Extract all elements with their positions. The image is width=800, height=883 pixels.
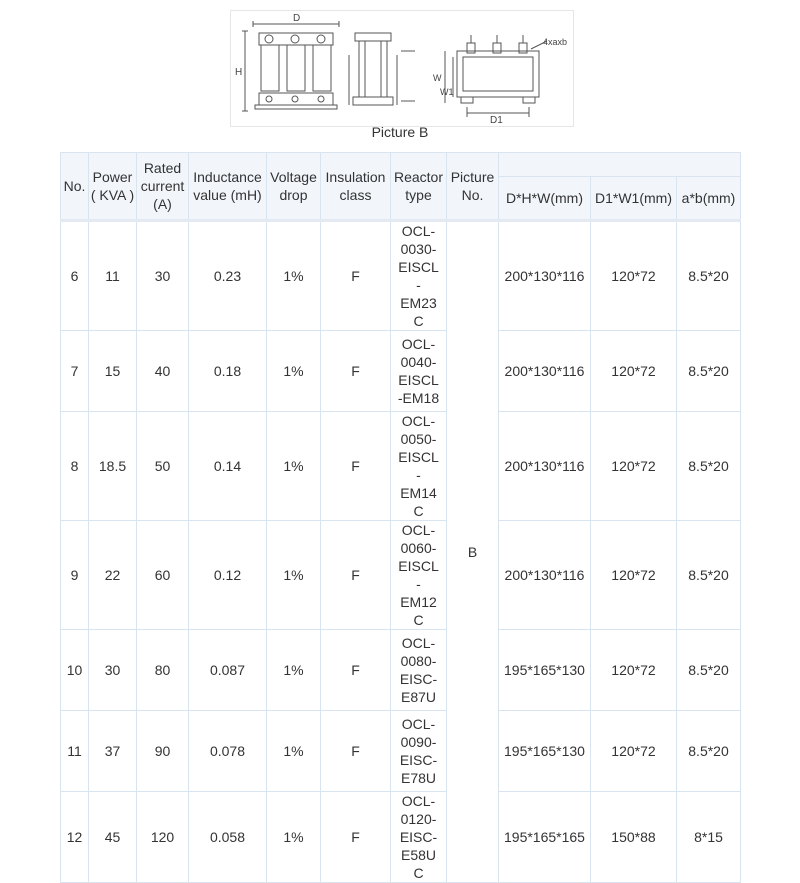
header-picture [447,153,499,221]
reactor-drawing [230,10,574,127]
header-no: No. [61,153,89,221]
cell-dhw: 195*165*130 [499,630,591,711]
cell-insulation: F [321,331,391,412]
cell-dhw: 195*165*165 [499,792,591,883]
cell-d1w1: 120*72 [591,630,677,711]
header-inductance [189,153,267,221]
reactor-type-text: OCL-0030-EISCL-EM23C [398,223,439,329]
cell-ab: 8.5*20 [677,221,741,331]
header-d1w1: D1*W1(mm) [591,177,677,221]
cell-d1w1: 120*72 [591,521,677,630]
header-insulation-text: Insulation class [325,169,386,203]
cell-current: 40 [137,331,189,412]
header-dhw: D*H*W(mm) [499,177,591,221]
reactor-type-text: OCL-0080-EISC-E87U [399,635,438,705]
cell-d1w1: 150*88 [591,792,677,883]
header-voltage [267,153,321,221]
dim-label-w1: W1 [440,87,454,97]
reactor-spec-table [60,152,741,883]
cell-voltage: 1% [267,221,321,331]
header-power [89,153,137,221]
cell-dhw: 200*130*116 [499,412,591,521]
dim-label-d1: D1 [490,115,503,126]
dim-label-hole: 4xaxb [543,37,568,47]
cell-insulation: F [321,221,391,331]
cell-power: 37 [89,711,137,792]
cell-power: 11 [89,221,137,331]
cell-picture: B [447,221,499,883]
figure-caption: Picture B [371,124,429,140]
cell-current: 90 [137,711,189,792]
cell-ab: 8.5*20 [677,630,741,711]
cell-d1w1: 120*72 [591,711,677,792]
header-dimensions-group [499,153,741,177]
header-voltage-text: Voltage drop [270,169,317,203]
top-view [445,35,547,117]
reactor-type-text: OCL-0040-EISCL-EM18 [397,336,440,406]
cell-no: 8 [61,412,89,521]
header-reactor [391,153,447,221]
cell-power: 22 [89,521,137,630]
table-row [61,521,741,630]
table-row [61,792,741,883]
cell-voltage: 1% [267,412,321,521]
table-row [61,331,741,412]
cell-current: 120 [137,792,189,883]
cell-no: 10 [61,630,89,711]
cell-current: 30 [137,221,189,331]
cell-inductance: 0.078 [189,711,267,792]
header-current-text: Rated current (A) [140,160,185,212]
cell-ab: 8*15 [677,792,741,883]
front-view [242,21,339,111]
cell-voltage: 1% [267,711,321,792]
cell-d1w1: 120*72 [591,221,677,331]
cell-dhw: 200*130*116 [499,221,591,331]
cell-voltage: 1% [267,792,321,883]
cell-inductance: 0.18 [189,331,267,412]
cell-insulation: F [321,792,391,883]
cell-reactor [391,711,447,792]
cell-inductance: 0.087 [189,630,267,711]
cell-voltage: 1% [267,331,321,412]
reactor-type-text: OCL-0120-EISC-E58UC [399,793,438,881]
cell-current: 60 [137,521,189,630]
header-inductance-text: Inductance value (mH) [193,169,262,203]
cell-dhw: 200*130*116 [499,521,591,630]
table-row [61,412,741,521]
cell-reactor [391,412,447,521]
reactor-type-text: OCL-0090-EISC-E78U [399,716,438,786]
header-current [137,153,189,221]
cell-voltage: 1% [267,630,321,711]
dim-label-h: H [235,67,243,78]
header-ab: a*b(mm) [677,177,741,221]
cell-power: 30 [89,630,137,711]
cell-power: 45 [89,792,137,883]
header-picture-text: Picture No. [450,169,495,203]
cell-insulation: F [321,630,391,711]
cell-no: 12 [61,792,89,883]
cell-dhw: 200*130*116 [499,331,591,412]
cell-reactor [391,630,447,711]
dim-label-w: W [433,73,442,83]
cell-d1w1: 120*72 [591,412,677,521]
cell-current: 50 [137,412,189,521]
reactor-type-text: OCL-0050-EISCL-EM14C [398,413,439,519]
cell-ab: 8.5*20 [677,521,741,630]
cell-no: 7 [61,331,89,412]
cell-reactor [391,221,447,331]
cell-ab: 8.5*20 [677,331,741,412]
cell-insulation: F [321,412,391,521]
table-row [61,221,741,331]
header-insulation [321,153,391,221]
reactor-type-text: OCL-0060-EISCL-EM12C [398,522,439,628]
side-view [349,33,415,105]
cell-inductance: 0.058 [189,792,267,883]
cell-insulation: F [321,711,391,792]
cell-no: 11 [61,711,89,792]
cell-insulation: F [321,521,391,630]
cell-no: 9 [61,521,89,630]
header-power-text: Power ( KVA ) [90,169,135,203]
cell-power: 18.5 [89,412,137,521]
cell-power: 15 [89,331,137,412]
cell-ab: 8.5*20 [677,711,741,792]
cell-inductance: 0.23 [189,221,267,331]
cell-d1w1: 120*72 [591,331,677,412]
header-reactor-text: Reactor type [393,169,444,203]
table-body [61,221,741,883]
table-row [61,711,741,792]
cell-no: 6 [61,221,89,331]
cell-ab: 8.5*20 [677,412,741,521]
cell-inductance: 0.12 [189,521,267,630]
cell-reactor [391,331,447,412]
cell-inductance: 0.14 [189,412,267,521]
cell-reactor [391,792,447,883]
cell-dhw: 195*165*130 [499,711,591,792]
dim-label-d: D [293,13,301,24]
cell-voltage: 1% [267,521,321,630]
cell-current: 80 [137,630,189,711]
cell-reactor [391,521,447,630]
table-row [61,630,741,711]
